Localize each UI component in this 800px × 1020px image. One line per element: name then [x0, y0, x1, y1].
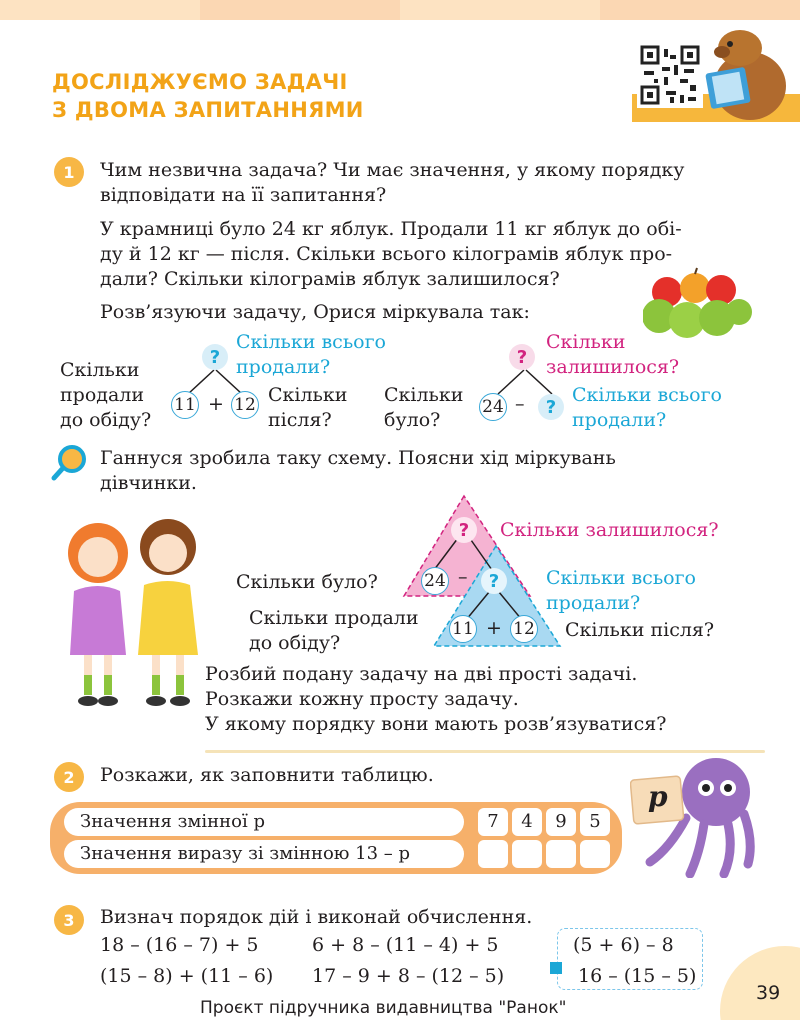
- task1-problem: У крамниці було 24 кг яблук. Продали 11 кг яблук до обі- ду й 12 кг — після. Скільки всього кілограмів яблук про- дали? Скільки кілограмів яблук залишилося?: [100, 218, 682, 290]
- task1-reasoning: Розв’язуючи задачу, Орися міркувала так:: [100, 301, 530, 323]
- table-cell-empty[interactable]: [512, 840, 542, 868]
- table-cell-empty[interactable]: [478, 840, 508, 868]
- operator: –: [515, 393, 525, 415]
- tree1-left-label: Скільки продали до обіду?: [60, 359, 152, 431]
- task-number-badge: 1: [54, 157, 84, 187]
- tree1-top-label: Скільки всього продали?: [236, 331, 386, 378]
- value-circle: 12: [510, 615, 538, 643]
- value-circle: 24: [479, 393, 507, 421]
- capybara-reading-illustration: [700, 26, 800, 122]
- footer-caption: Проєкт підручника видавництва "Ранок": [200, 998, 567, 1018]
- two-girls-illustration: [40, 505, 220, 715]
- task1-question: Чим незвична задача? Чи має значення, у якому порядку відповідати на її запитання?: [100, 159, 685, 206]
- question-mark-icon: ?: [481, 568, 507, 594]
- expression: (15 – 8) + (11 – 6): [100, 965, 274, 987]
- table-row-label: Значення виразу зі змінною 13 – p: [64, 840, 464, 868]
- expression: 17 – 9 + 8 – (12 – 5): [312, 965, 505, 987]
- scheme-bottom-right-label: Скільки після?: [565, 619, 715, 641]
- value-circle: 12: [231, 391, 259, 419]
- tree2-left-label: Скільки було?: [384, 384, 464, 431]
- value-circle: 24: [421, 567, 449, 595]
- variable-card-letter: p: [648, 780, 668, 813]
- marker-square-icon: [550, 962, 562, 974]
- page-number: 39: [756, 982, 781, 1004]
- page-title: ДОСЛІДЖУЄМО ЗАДАЧІ З ДВОМА ЗАПИТАННЯМИ: [52, 70, 364, 122]
- tree2-top-label: Скільки залишилося?: [546, 331, 680, 378]
- qr-code-icon[interactable]: [637, 42, 703, 108]
- value-table: [50, 802, 622, 874]
- operator: +: [486, 617, 502, 639]
- hannusia-text: Ганнуся зробила таку схему. Поясни хід міркувань дівчинки.: [100, 447, 616, 494]
- expression: 16 – (15 – 5): [578, 965, 697, 987]
- table-cell: 7: [478, 808, 508, 836]
- question-mark-icon: ?: [538, 394, 564, 420]
- operator: +: [208, 393, 224, 415]
- task-number-badge: 2: [54, 762, 84, 792]
- expression: 6 + 8 – (11 – 4) + 5: [312, 934, 499, 956]
- octopus-illustration: [630, 752, 755, 878]
- scheme-mid-label: Скільки всього продали?: [546, 567, 696, 614]
- task2-text: Розкажи, як заповнити таблицю.: [100, 764, 434, 786]
- expressions-bracket: [557, 928, 703, 990]
- value-circle: 11: [171, 391, 199, 419]
- hannusia-instructions: Розбий подану задачу на дві прості задачі. Розкажи кожну просту задачу. У якому порядку вони мають розв’язуватися?: [205, 663, 667, 735]
- scheme-top-label: Скільки залишилося?: [500, 519, 719, 541]
- table-cell: 4: [512, 808, 542, 836]
- question-mark-icon: ?: [451, 517, 477, 543]
- scheme-bottom-left-label: Скільки продали до обіду?: [249, 607, 419, 654]
- question-mark-icon: ?: [509, 344, 535, 370]
- scheme-left-label: Скільки було?: [236, 571, 378, 593]
- question-mark-icon: ?: [202, 344, 228, 370]
- magnifier-icon: [50, 443, 88, 483]
- value-circle: 11: [449, 615, 477, 643]
- expression: (5 + 6) – 8: [573, 934, 674, 956]
- task-number-badge: 3: [54, 905, 84, 935]
- table-cell-empty[interactable]: [580, 840, 610, 868]
- table-cell: 9: [546, 808, 576, 836]
- top-color-band: [0, 0, 800, 20]
- table-row-label: Значення змінної p: [64, 808, 464, 836]
- table-cell: 5: [580, 808, 610, 836]
- task3-text: Визнач порядок дій і виконай обчислення.: [100, 906, 533, 928]
- tree2-right-label: Скільки всього продали?: [572, 384, 722, 431]
- table-cell-empty[interactable]: [546, 840, 576, 868]
- tree1-right-label: Скільки після?: [268, 384, 348, 431]
- expression: 18 – (16 – 7) + 5: [100, 934, 259, 956]
- operator: –: [458, 566, 468, 588]
